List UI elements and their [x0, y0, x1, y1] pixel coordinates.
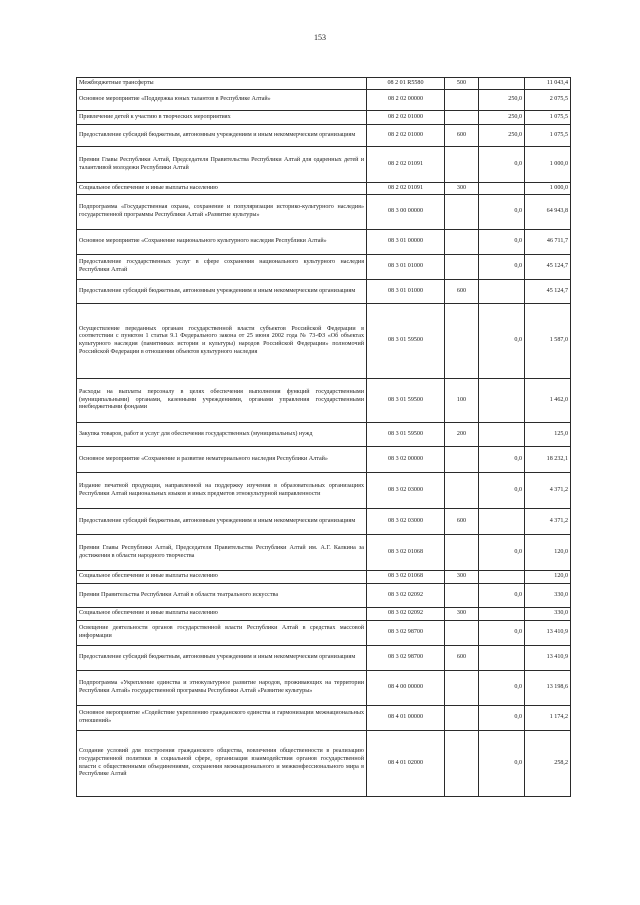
expense-name-cell: Межбюджетные трансферты [77, 78, 367, 90]
budget-code-cell: 08 4 01 02000 [367, 731, 445, 797]
expense-type-cell [445, 706, 479, 731]
expense-type-cell: 100 [445, 379, 479, 423]
budget-code-cell: 08 3 01 59500 [367, 379, 445, 423]
expense-type-cell [445, 147, 479, 183]
expense-type-cell [445, 584, 479, 608]
budget-code-cell: 08 3 01 59500 [367, 423, 445, 447]
table-row [77, 447, 571, 473]
total-amount-cell: 45 124,7 [525, 255, 571, 280]
expense-type-cell: 600 [445, 125, 479, 147]
budget-code-cell: 08 4 01 00000 [367, 706, 445, 731]
expense-name-cell: Социальное обеспечение и иные выплаты населению [77, 571, 367, 584]
expense-type-cell [445, 111, 479, 125]
amount-cell [479, 379, 525, 423]
amount-cell [479, 646, 525, 671]
expense-name-cell: Закупка товаров, работ и услуг для обеспечения государственных (муниципальных) нужд [77, 423, 367, 447]
total-amount-cell: 46 711,7 [525, 230, 571, 255]
expense-type-cell [445, 473, 479, 509]
expense-name-cell: Подпрограмма «Государственная охрана, сохранение и популяризация историко-культурного наследия» государственной программы Республики Алтай «Развитие культуры» [77, 195, 367, 230]
expense-type-cell [445, 230, 479, 255]
budget-code-cell: 08 3 01 01000 [367, 280, 445, 304]
total-amount-cell: 120,0 [525, 571, 571, 584]
budget-code-cell: 08 3 02 01068 [367, 571, 445, 584]
budget-code-cell: 08 3 00 00000 [367, 195, 445, 230]
expense-name-cell: Предоставление субсидий бюджетным, автономным учреждениям и иным некоммерческим организациям [77, 125, 367, 147]
amount-cell: 0,0 [479, 447, 525, 473]
table-row [77, 646, 571, 671]
table-row [77, 731, 571, 797]
total-amount-cell: 18 232,1 [525, 447, 571, 473]
expense-type-cell [445, 90, 479, 111]
expense-name-cell: Предоставление субсидий бюджетным, автономным учреждениям и иным некоммерческим организациям [77, 280, 367, 304]
amount-cell: 0,0 [479, 671, 525, 706]
expense-type-cell: 300 [445, 571, 479, 584]
table-row [77, 255, 571, 280]
amount-cell: 250,0 [479, 90, 525, 111]
total-amount-cell: 330,0 [525, 608, 571, 621]
table-row [77, 473, 571, 509]
budget-code-cell: 08 4 00 00000 [367, 671, 445, 706]
amount-cell: 0,0 [479, 584, 525, 608]
budget-code-cell: 08 3 02 98700 [367, 621, 445, 646]
amount-cell [479, 571, 525, 584]
table-row [77, 535, 571, 571]
expense-name-cell: Предоставление государственных услуг в сфере сохранения национального культурного наследия Республики Алтай [77, 255, 367, 280]
expense-type-cell [445, 535, 479, 571]
total-amount-cell: 1 075,5 [525, 125, 571, 147]
table-row [77, 183, 571, 195]
expense-type-cell [445, 731, 479, 797]
expense-type-cell: 600 [445, 646, 479, 671]
amount-cell [479, 509, 525, 535]
total-amount-cell: 120,0 [525, 535, 571, 571]
amount-cell [479, 423, 525, 447]
expense-name-cell: Осуществление переданных органам государственной власти субъектов Российской Федерации в соответствии с пунктом 1 статьи 9.1 Федерального закона от 25 июня 2002 года № 73-ФЗ «Об объектах культурного наследия (памятниках истории и культуры) народов Российской Федерации» полномочий Российской Федерации в отношении объектов культурного наследия [77, 304, 367, 379]
table-row [77, 111, 571, 125]
budget-code-cell: 08 3 02 00000 [367, 447, 445, 473]
table-row [77, 379, 571, 423]
expense-type-cell: 300 [445, 608, 479, 621]
page-number: 153 [314, 33, 326, 42]
budget-code-cell: 08 3 02 03000 [367, 473, 445, 509]
budget-table-body [77, 78, 571, 797]
table-row [77, 90, 571, 111]
total-amount-cell: 2 075,5 [525, 90, 571, 111]
total-amount-cell: 64 943,8 [525, 195, 571, 230]
amount-cell: 250,0 [479, 125, 525, 147]
expense-name-cell: Премии Главы Республики Алтай, Председателя Правительства Республики Алтай им. А.Г. Калкина за достижения в области народного творчества [77, 535, 367, 571]
table-row [77, 304, 571, 379]
amount-cell [479, 608, 525, 621]
expense-name-cell: Создание условий для построения гражданского общества, вовлечения общественности в реализацию государственной политики в социальной сфере, организация взаимодействия органов государственной власти с общественными объединениями, сохранения межнационального и межконфессионального мира в Республике Алтай [77, 731, 367, 797]
budget-code-cell: 08 2 02 01091 [367, 147, 445, 183]
budget-code-cell: 08 3 02 01068 [367, 535, 445, 571]
total-amount-cell: 13 410,9 [525, 646, 571, 671]
expense-type-cell: 200 [445, 423, 479, 447]
amount-cell: 250,0 [479, 111, 525, 125]
budget-code-cell: 08 3 01 59500 [367, 304, 445, 379]
total-amount-cell: 1 174,2 [525, 706, 571, 731]
total-amount-cell: 13 410,9 [525, 621, 571, 646]
total-amount-cell: 1 462,0 [525, 379, 571, 423]
total-amount-cell: 1 000,0 [525, 183, 571, 195]
expense-name-cell: Основное мероприятие «Сохранение национального культурного наследия Республики Алтай» [77, 230, 367, 255]
expense-type-cell: 300 [445, 183, 479, 195]
total-amount-cell: 1 000,0 [525, 147, 571, 183]
amount-cell: 0,0 [479, 195, 525, 230]
table-row [77, 147, 571, 183]
expense-type-cell [445, 195, 479, 230]
budget-code-cell: 08 3 01 01000 [367, 255, 445, 280]
expense-name-cell: Премии Главы Республики Алтай, Председателя Правительства Республики Алтай для одаренных детей и талантливой молодежи Республики Алтай [77, 147, 367, 183]
expense-name-cell: Привлечение детей к участию в творческих мероприятиях [77, 111, 367, 125]
budget-code-cell: 08 3 01 00000 [367, 230, 445, 255]
total-amount-cell: 1 587,0 [525, 304, 571, 379]
expense-type-cell [445, 447, 479, 473]
table-row [77, 621, 571, 646]
table-row [77, 280, 571, 304]
table-row [77, 125, 571, 147]
expense-name-cell: Расходы на выплаты персоналу в целях обеспечения выполнения функций государственными (муниципальными) органами, казенными учреждениями, органами управления государственными внебюджетными фондами [77, 379, 367, 423]
budget-code-cell: 08 2 01 R5580 [367, 78, 445, 90]
budget-code-cell: 08 2 02 01000 [367, 125, 445, 147]
table-row [77, 671, 571, 706]
budget-code-cell: 08 2 02 01091 [367, 183, 445, 195]
table-row [77, 423, 571, 447]
amount-cell: 0,0 [479, 621, 525, 646]
expense-name-cell: Социальное обеспечение и иные выплаты населению [77, 608, 367, 621]
amount-cell: 0,0 [479, 147, 525, 183]
expense-type-cell: 600 [445, 509, 479, 535]
expense-type-cell: 500 [445, 78, 479, 90]
total-amount-cell: 258,2 [525, 731, 571, 797]
expense-name-cell: Социальное обеспечение и иные выплаты населению [77, 183, 367, 195]
expense-name-cell: Издание печатной продукции, направленной на поддержку изучения в образовательных организациях Республики Алтай национальных языков и иных предметов этнокультурной направленности [77, 473, 367, 509]
table-row [77, 509, 571, 535]
amount-cell [479, 78, 525, 90]
budget-table [76, 77, 571, 797]
expense-name-cell: Предоставление субсидий бюджетным, автономным учреждениям и иным некоммерческим организациям [77, 646, 367, 671]
expense-name-cell: Предоставление субсидий бюджетным, автономным учреждениям и иным некоммерческим организациям [77, 509, 367, 535]
amount-cell: 0,0 [479, 230, 525, 255]
expense-name-cell: Основное мероприятие «Содействие укреплению гражданского единства и гармонизации межнациональных отношений» [77, 706, 367, 731]
table-row [77, 78, 571, 90]
table-row [77, 571, 571, 584]
table-row [77, 608, 571, 621]
expense-type-cell [445, 304, 479, 379]
total-amount-cell: 1 075,5 [525, 111, 571, 125]
expense-type-cell [445, 255, 479, 280]
total-amount-cell: 125,0 [525, 423, 571, 447]
amount-cell: 0,0 [479, 304, 525, 379]
table-row [77, 584, 571, 608]
table-row [77, 195, 571, 230]
total-amount-cell: 4 371,2 [525, 473, 571, 509]
amount-cell [479, 280, 525, 304]
expense-type-cell: 600 [445, 280, 479, 304]
expense-type-cell [445, 621, 479, 646]
total-amount-cell: 11 043,4 [525, 78, 571, 90]
budget-code-cell: 08 3 02 02092 [367, 608, 445, 621]
budget-code-cell: 08 3 02 02092 [367, 584, 445, 608]
total-amount-cell: 330,0 [525, 584, 571, 608]
budget-code-cell: 08 3 02 03000 [367, 509, 445, 535]
expense-name-cell: Премии Правительства Республики Алтай в области театрального искусства [77, 584, 367, 608]
total-amount-cell: 45 124,7 [525, 280, 571, 304]
budget-code-cell: 08 2 02 00000 [367, 90, 445, 111]
expense-type-cell [445, 671, 479, 706]
expense-name-cell: Подпрограмма «Укрепление единства и этнокультурное развитие народов, проживающих на территории Республики Алтай» государственной программы Республики Алтай «Развитие культуры» [77, 671, 367, 706]
expense-name-cell: Основное мероприятие «Поддержка юных талантов в Республике Алтай» [77, 90, 367, 111]
amount-cell: 0,0 [479, 706, 525, 731]
amount-cell: 0,0 [479, 731, 525, 797]
expense-name-cell: Освещение деятельности органов государственной власти Республики Алтай в средствах массовой информации [77, 621, 367, 646]
expense-name-cell: Основное мероприятие «Сохранение и развитие нематериального наследия Республики Алтай» [77, 447, 367, 473]
amount-cell [479, 183, 525, 195]
budget-code-cell: 08 3 02 98700 [367, 646, 445, 671]
total-amount-cell: 13 198,6 [525, 671, 571, 706]
table-row [77, 230, 571, 255]
amount-cell: 0,0 [479, 255, 525, 280]
budget-code-cell: 08 2 02 01000 [367, 111, 445, 125]
amount-cell: 0,0 [479, 473, 525, 509]
amount-cell: 0,0 [479, 535, 525, 571]
total-amount-cell: 4 371,2 [525, 509, 571, 535]
table-row [77, 706, 571, 731]
